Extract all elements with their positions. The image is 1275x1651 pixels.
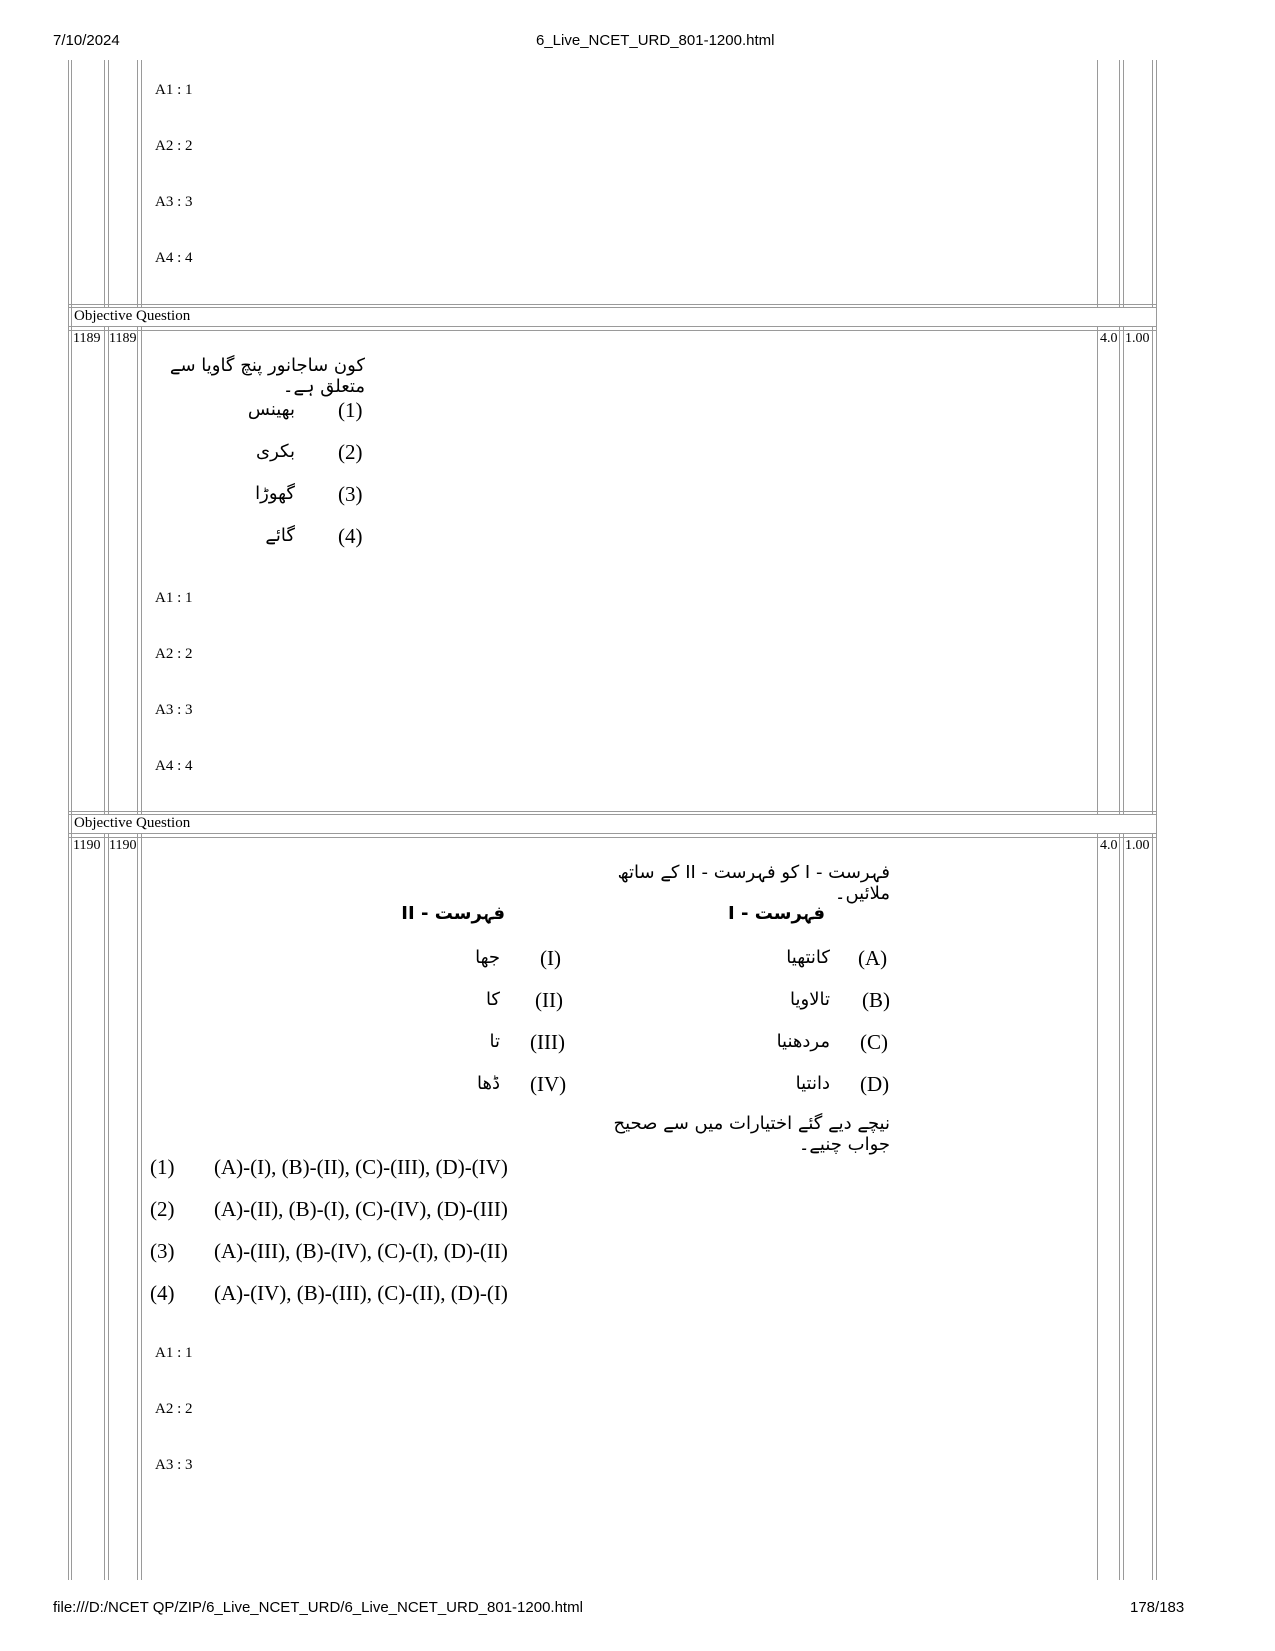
marks: 4.0 xyxy=(1100,838,1118,853)
choice-text: (A)-(IV), (B)-(III), (C)-(II), (D)-(I) xyxy=(214,1281,508,1305)
option-number: (3) xyxy=(338,482,363,506)
option-number: (1) xyxy=(338,398,363,422)
list1-item: مردھنیا xyxy=(776,1031,830,1052)
list1-key: (C) xyxy=(860,1030,888,1054)
list1-key: (D) xyxy=(860,1072,890,1096)
list2-key: (III) xyxy=(530,1030,565,1054)
section-label: Objective Question xyxy=(74,815,191,831)
prev-answer-4: A4 : 4 xyxy=(155,250,193,266)
choice-text: (A)-(II), (B)-(I), (C)-(IV), (D)-(III) xyxy=(214,1197,508,1221)
choice-number: (3) xyxy=(150,1239,175,1263)
choice-number: (2) xyxy=(150,1197,175,1221)
negative-marks: 1.00 xyxy=(1125,838,1150,853)
answer-2: A2 : 2 xyxy=(155,1401,193,1417)
answer-3: A3 : 3 xyxy=(155,702,193,718)
list1-key: (B) xyxy=(862,988,890,1012)
question-text: فہرست - I کو فہرست - II کے ساتھ ملائیں۔ xyxy=(617,862,890,904)
list2-item: تا xyxy=(489,1031,500,1052)
list2-key: (II) xyxy=(535,988,563,1012)
file-path: file:///D:/NCET QP/ZIP/6_Live_NCET_URD/6_Live_NCET_URD_801-1200.html xyxy=(53,1599,583,1616)
option-text: بھینس xyxy=(247,399,295,420)
print-date: 7/10/2024 xyxy=(53,32,120,49)
option-number: (2) xyxy=(338,440,363,464)
answer-4: A4 : 4 xyxy=(155,758,193,774)
list1-title: فہرست - I xyxy=(728,903,825,924)
section-label: Objective Question xyxy=(74,308,191,324)
marks: 4.0 xyxy=(1100,331,1118,346)
choice-number: (1) xyxy=(150,1155,175,1179)
list1-item: تالاویا xyxy=(790,989,830,1010)
print-title: 6_Live_NCET_URD_801-1200.html xyxy=(536,32,775,49)
negative-marks: 1.00 xyxy=(1125,331,1150,346)
list2-key: (IV) xyxy=(530,1072,567,1096)
prev-answer-2: A2 : 2 xyxy=(155,138,193,154)
answer-2: A2 : 2 xyxy=(155,646,193,662)
question-text: کون ساجانور پنچ گاویا سے متعلق ہے۔ xyxy=(169,355,365,397)
question-serial: 1190 xyxy=(73,838,101,853)
option-number: (4) xyxy=(338,524,363,548)
question-id: 1190 xyxy=(109,838,137,853)
option-text: بکری xyxy=(256,441,295,462)
list2-key: (I) xyxy=(540,946,561,970)
choice-text: (A)-(I), (B)-(II), (C)-(III), (D)-(IV) xyxy=(214,1155,508,1179)
choice-number: (4) xyxy=(150,1281,175,1305)
answer-1: A1 : 1 xyxy=(155,1345,193,1361)
list1-item: کانتھیا xyxy=(786,947,830,968)
instruction: نیچے دیے گئے اختیارات میں سے صحیح جواب چنیے۔ xyxy=(613,1113,890,1155)
list2-item: ڈھا xyxy=(477,1073,500,1094)
choice-text: (A)-(III), (B)-(IV), (C)-(I), (D)-(II) xyxy=(214,1239,508,1263)
list2-title: فہرست - II xyxy=(401,903,505,924)
prev-answer-3: A3 : 3 xyxy=(155,194,193,210)
question-serial: 1189 xyxy=(73,331,101,346)
page-number: 178/183 xyxy=(1130,1599,1185,1616)
list2-item: کا xyxy=(485,989,500,1010)
list2-item: جھا xyxy=(475,947,500,968)
list1-item: دانتیا xyxy=(795,1073,830,1094)
answer-1: A1 : 1 xyxy=(155,590,193,606)
prev-answer-1: A1 : 1 xyxy=(155,82,193,98)
option-text: گھوڑا xyxy=(255,483,295,504)
question-id: 1189 xyxy=(109,331,137,346)
answer-3: A3 : 3 xyxy=(155,1457,193,1473)
list1-key: (A) xyxy=(858,946,888,970)
option-text: گائے xyxy=(265,525,295,546)
